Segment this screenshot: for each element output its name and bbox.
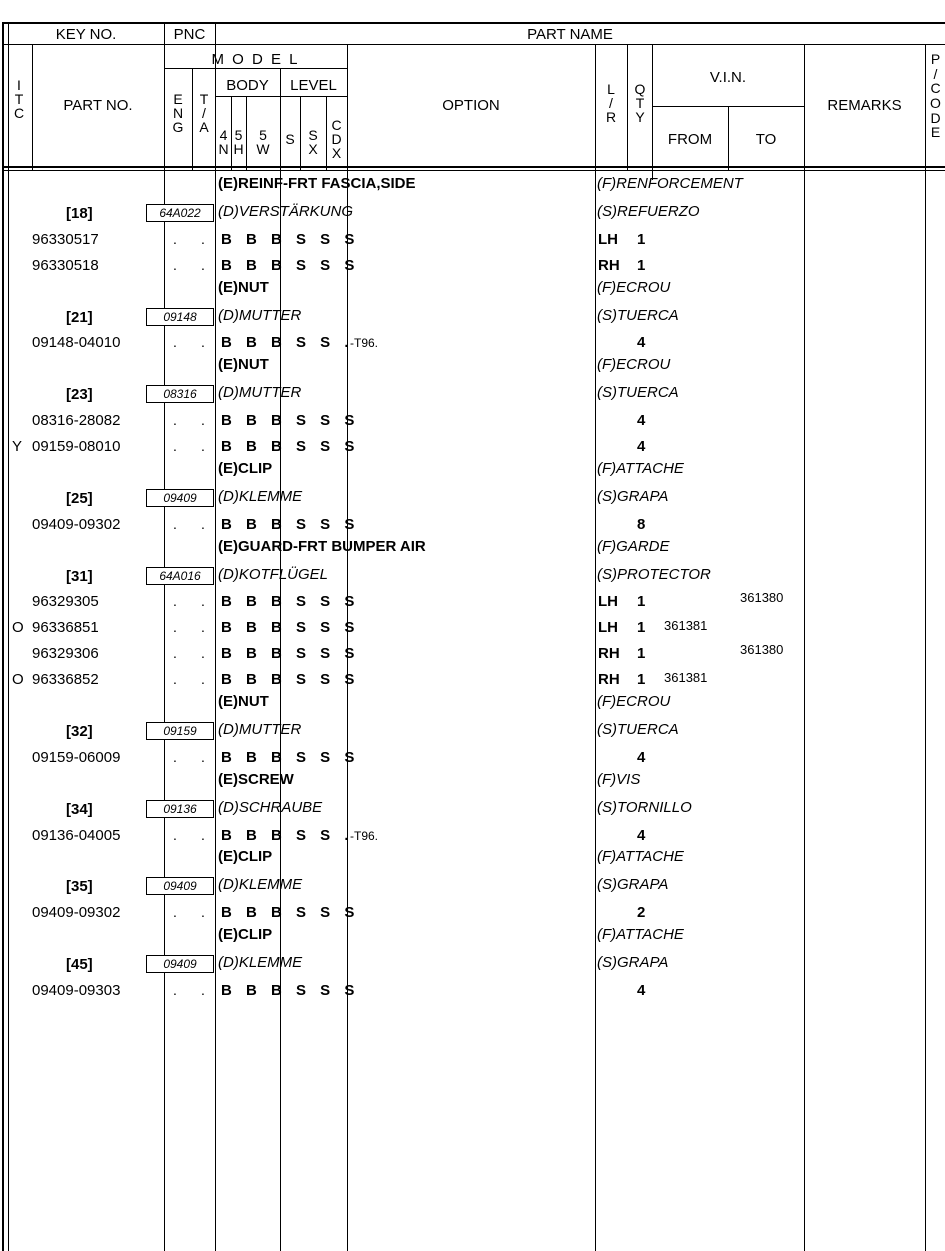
header-key-no: KEY NO. xyxy=(55,26,117,43)
header-itc: I T C xyxy=(13,77,25,121)
part-name-french: (F)ATTACHE xyxy=(597,848,684,866)
vin-to: 361380 xyxy=(740,590,784,606)
eng-value: . xyxy=(173,334,177,351)
lr-value: LH xyxy=(598,593,618,611)
part-name-english: (E)REINF-FRT FASCIA,SIDE xyxy=(218,175,416,192)
model-applicability: B B B S S S xyxy=(221,256,360,274)
key-no: [31] xyxy=(66,567,93,585)
part-name-french: (F)ATTACHE xyxy=(597,459,684,477)
part-name-german: (D)KOTFLÜGEL xyxy=(218,565,329,583)
header-level-cdx: C D X xyxy=(331,117,342,161)
header-level-sx: S X xyxy=(308,127,318,157)
part-number: 96336852 xyxy=(32,671,99,689)
part-number: 09409-09303 xyxy=(32,981,121,999)
part-name-spanish: (S)TORNILLO xyxy=(597,798,692,816)
part-name-spanish: (S)REFUERZO xyxy=(597,202,700,220)
key-no: [23] xyxy=(66,386,93,404)
qty-value: 2 xyxy=(637,904,646,922)
part-name-german: (D)MUTTER xyxy=(218,720,302,738)
key-no: [35] xyxy=(66,878,93,896)
qty-value: 1 xyxy=(637,671,646,689)
pnc-code: 09159 xyxy=(146,722,214,740)
lr-value: RH xyxy=(598,256,620,274)
part-name-spanish: (S)GRAPA xyxy=(597,487,669,505)
part-name-french: (F)ECROU xyxy=(597,693,671,710)
ta-value: . xyxy=(201,515,205,532)
ta-value: . xyxy=(201,981,205,998)
part-name-french: (F)RENFORCEMENT xyxy=(597,175,743,192)
lr-value: RH xyxy=(598,645,620,663)
qty-value: 1 xyxy=(637,619,646,637)
part-number: 09136-04005 xyxy=(32,826,121,844)
header-vin-to: TO xyxy=(755,131,777,148)
eng-value: . xyxy=(173,904,177,921)
itc-code: O xyxy=(12,619,24,637)
eng-value: . xyxy=(173,671,177,688)
part-name-french: (F)ATTACHE xyxy=(597,926,684,944)
qty-value: 1 xyxy=(637,230,646,248)
qty-value: 4 xyxy=(637,412,646,430)
eng-value: . xyxy=(173,230,177,247)
model-applicability: B B B S S S xyxy=(221,748,360,766)
part-name-french: (F)ECROU xyxy=(597,356,671,374)
model-applicability: B B B S S S xyxy=(221,904,360,922)
key-no: [25] xyxy=(66,489,93,507)
part-name-german: (D)MUTTER xyxy=(218,306,302,324)
ta-value: . xyxy=(201,904,205,921)
part-name-spanish: (S)TUERCA xyxy=(597,720,679,738)
eng-value: . xyxy=(173,645,177,662)
part-name-french: (F)ECROU xyxy=(597,278,671,296)
option-value: -T96. xyxy=(350,336,379,351)
vin-to: 361380 xyxy=(740,642,784,658)
part-name-german: (D)VERSTÄRKUNG xyxy=(218,202,354,220)
itc-code: Y xyxy=(12,438,23,455)
qty-value: 8 xyxy=(637,515,646,533)
model-applicability: B B B S S S xyxy=(221,438,360,455)
model-applicability: B B B S S S xyxy=(221,412,360,430)
eng-value: . xyxy=(173,438,177,454)
header-level-s: S xyxy=(285,131,295,147)
qty-value: 1 xyxy=(637,256,646,274)
header-eng: E N G xyxy=(172,91,184,135)
itc-code: O xyxy=(12,671,24,689)
part-name-english: (E)CLIP xyxy=(218,459,273,477)
ta-value: . xyxy=(201,826,205,843)
part-name-english: (E)NUT xyxy=(218,693,269,710)
part-number: 96330518 xyxy=(32,256,99,274)
header-remarks: REMARKS xyxy=(827,97,902,114)
eng-value: . xyxy=(173,619,177,636)
part-name-english: (E)CLIP xyxy=(218,926,273,944)
pnc-code: 08316 xyxy=(146,385,214,403)
part-name-spanish: (S)TUERCA xyxy=(597,384,679,402)
part-name-spanish: (S)PROTECTOR xyxy=(597,565,711,583)
eng-value: . xyxy=(173,256,177,273)
header-vin-from: FROM xyxy=(667,131,713,148)
header-body: BODY xyxy=(226,77,269,94)
ta-value: . xyxy=(201,748,205,765)
key-no: [21] xyxy=(66,308,93,326)
eng-value: . xyxy=(173,826,177,843)
eng-value: . xyxy=(173,748,177,765)
header-part-name: PART NAME xyxy=(527,26,613,43)
part-number: 96329305 xyxy=(32,593,99,611)
eng-value: . xyxy=(173,593,177,610)
lr-value: LH xyxy=(598,230,618,248)
part-name-german: (D)MUTTER xyxy=(218,384,302,402)
qty-value: 1 xyxy=(637,645,646,663)
vin-from: 361381 xyxy=(664,618,708,634)
header-qty: Q T Y xyxy=(634,81,646,125)
header-lr: L / R xyxy=(605,81,617,125)
header-body-5h: 5 H xyxy=(233,127,244,157)
pnc-code: 09148 xyxy=(146,308,214,326)
model-applicability: B B B S S . xyxy=(221,334,354,352)
part-number: 09409-09302 xyxy=(32,515,121,533)
key-no: [32] xyxy=(66,722,93,740)
part-number: 09409-09302 xyxy=(32,904,121,922)
option-value: -T96. xyxy=(350,828,379,843)
vin-from: 361381 xyxy=(664,670,708,686)
header-pcode: P / C O D E xyxy=(930,51,941,141)
part-number: 09159-08010 xyxy=(32,438,121,455)
model-applicability: B B B S S S xyxy=(221,515,360,533)
qty-value: 4 xyxy=(637,826,646,844)
header-body-5w: 5 W xyxy=(256,127,270,157)
part-name-spanish: (S)GRAPA xyxy=(597,876,669,894)
part-name-french: (F)GARDE xyxy=(597,537,670,555)
eng-value: . xyxy=(173,981,177,998)
ta-value: . xyxy=(201,671,205,688)
part-name-spanish: (S)GRAPA xyxy=(597,954,669,971)
header-body-4n: 4 N xyxy=(218,127,229,157)
pnc-code: 64A022 xyxy=(146,204,214,222)
part-name-english: (E)NUT xyxy=(218,278,269,296)
part-number: 96329306 xyxy=(32,645,99,663)
ta-value: . xyxy=(201,438,205,454)
qty-value: 4 xyxy=(637,748,646,766)
eng-value: . xyxy=(173,515,177,532)
part-name-german: (D)SCHRAUBE xyxy=(218,798,323,816)
model-applicability: B B B S S S xyxy=(221,981,360,999)
qty-value: 4 xyxy=(637,438,646,455)
qty-value: 4 xyxy=(637,334,646,352)
part-number: 96336851 xyxy=(32,619,99,637)
pnc-code: 09409 xyxy=(146,877,214,895)
model-applicability: B B B S S S xyxy=(221,593,360,611)
part-number: 08316-28082 xyxy=(32,412,121,430)
part-name-english: (E)SCREW xyxy=(218,770,294,788)
ta-value: . xyxy=(201,593,205,610)
model-applicability: B B B S S S xyxy=(221,619,360,637)
header-level: LEVEL xyxy=(290,77,337,94)
part-name-english: (E)NUT xyxy=(218,356,269,374)
header-model: M O D E L xyxy=(211,51,300,68)
model-applicability: B B B S S S xyxy=(221,671,360,689)
header-pnc: PNC xyxy=(173,26,206,43)
ta-value: . xyxy=(201,645,205,662)
part-number: 96330517 xyxy=(32,230,99,248)
key-no: [45] xyxy=(66,956,93,973)
part-number: 09148-04010 xyxy=(32,334,121,352)
part-number: 09159-06009 xyxy=(32,748,121,766)
part-name-english: (E)GUARD-FRT BUMPER AIR xyxy=(218,537,426,555)
ta-value: . xyxy=(201,412,205,429)
header-part-no: PART NO. xyxy=(63,97,133,114)
part-name-french: (F)VIS xyxy=(597,770,641,788)
key-no: [34] xyxy=(66,800,93,818)
part-name-german: (D)KLEMME xyxy=(218,487,303,505)
ta-value: . xyxy=(201,256,205,273)
part-name-german: (D)KLEMME xyxy=(218,876,303,894)
key-no: [18] xyxy=(66,204,93,222)
pnc-code: 09136 xyxy=(146,800,214,818)
lr-value: RH xyxy=(598,671,620,689)
model-applicability: B B B S S S xyxy=(221,230,360,248)
ta-value: . xyxy=(201,619,205,636)
lr-value: LH xyxy=(598,619,618,637)
pnc-code: 09409 xyxy=(146,489,214,507)
ta-value: . xyxy=(201,230,205,247)
pnc-code: 64A016 xyxy=(146,567,214,585)
qty-value: 4 xyxy=(637,981,646,999)
ta-value: . xyxy=(201,334,205,351)
header-vin: V.I.N. xyxy=(709,69,747,86)
eng-value: . xyxy=(173,412,177,429)
header-option: OPTION xyxy=(442,97,500,114)
header-ta: T / A xyxy=(199,91,209,135)
model-applicability: B B B S S . xyxy=(221,826,354,844)
part-name-english: (E)CLIP xyxy=(218,848,273,866)
model-applicability: B B B S S S xyxy=(221,645,360,663)
part-name-spanish: (S)TUERCA xyxy=(597,306,679,324)
part-name-german: (D)KLEMME xyxy=(218,954,303,971)
pnc-code: 09409 xyxy=(146,955,214,973)
qty-value: 1 xyxy=(637,593,646,611)
